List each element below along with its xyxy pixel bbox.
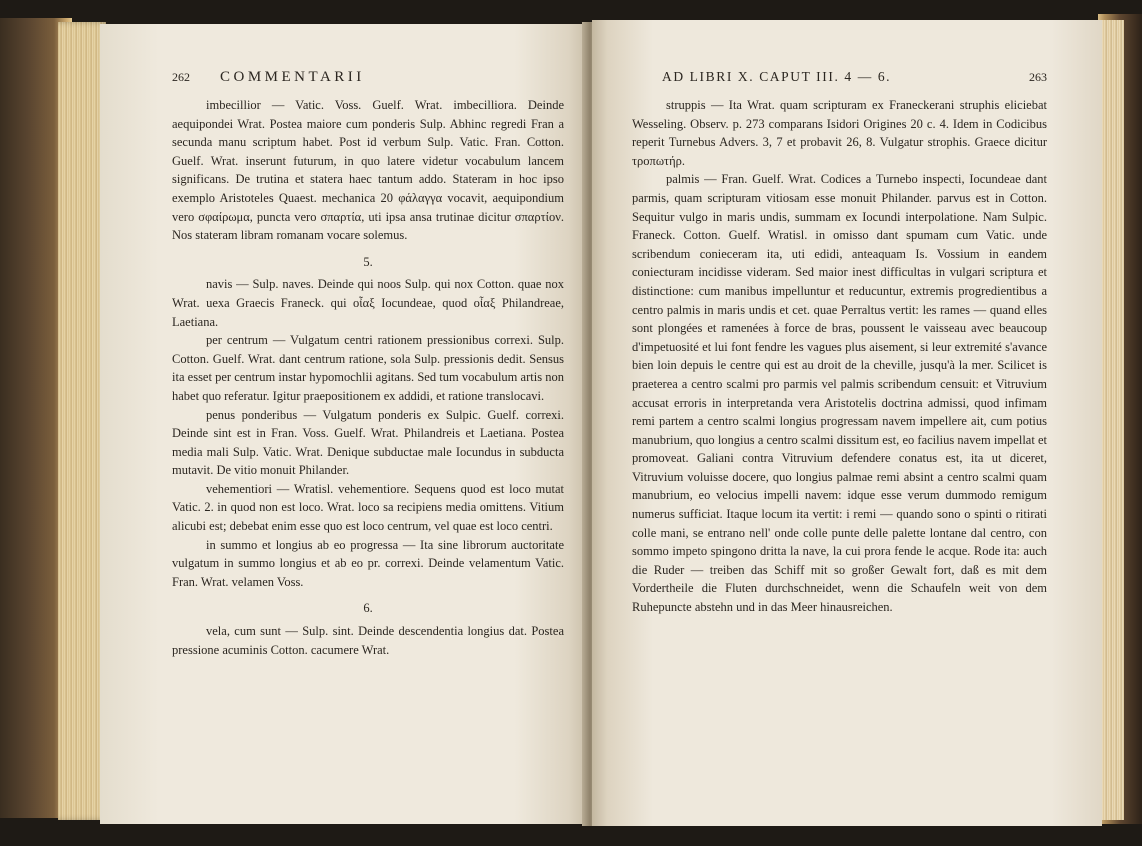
left-running-header xyxy=(172,68,564,90)
paragraph: vehementiori — Wratisl. vehementiore. Sequens quod est loco mutat Vatic. 2. in quod non est loco. Wrat. loco sa recipiens media omittens. Vitium alicubi est; debebat enim esse quo est loco centrum, vel quae est loco centri. xyxy=(172,481,564,534)
right-page-text xyxy=(632,68,1047,617)
paragraph: vela, cum sunt — Sulp. sint. Deinde descendentia longius dat. Postea pressione acuminis Cotton. cacumere Wrat. xyxy=(172,624,564,657)
right-running-header xyxy=(632,68,1047,90)
page-edges-left xyxy=(58,22,106,820)
right-page xyxy=(592,20,1102,826)
paragraph: struppis — Ita Wrat. quam scripturam ex Franeckerani struphis eliciebat Wesseling. Observ. p. 273 comparans Isidori Origines 20 c. 4. Idem in Codicibus reperit Turnebus Advers. 3, 7 et probavit 26, 8. Vulgatur strophis. Graece dicitur τροπωτήρ. xyxy=(632,98,1047,168)
paragraph: penus ponderibus — Vulgatum ponderis ex Sulpic. Guelf. correxi. Deinde sint est in Fran. Voss. Guelf. Wrat. Philandreis et Laetiana. Postea media mali Sulp. Vatic. Wrat. Denique subductae male Iocundus in subducta mutavit. De vitio monuit Philander. xyxy=(172,407,564,478)
left-page-number: 262 xyxy=(172,70,190,84)
paragraph: in summo et longius ab eo progressa — Ita sine librorum auctoritate vulgatum in summo longius et ab eo pr. correxi. Deinde velamentum Vatic. Fran. Wrat. velamen Voss. xyxy=(172,537,564,589)
left-running-head: COMMENTARII xyxy=(220,69,365,85)
section-number: 5. xyxy=(363,254,373,269)
paragraph: per centrum — Vulgatum centri rationem pressionibus correxi. Sulp. Cotton. Guelf. Wrat. dant centrum ratione, sola Sulp. pressionis dedit. Sensus ita esset per centrum instar hypomochlii agitans. Sed tum vocabulum artis non habet quo referatur. Igitur praepositionem ex addidi, et ratione translocavi. xyxy=(172,333,564,403)
right-page-number: 263 xyxy=(1029,70,1047,84)
section-number: 6. xyxy=(363,601,373,616)
paragraph: imbecillior — Vatic. Voss. Guelf. Wrat. imbecilliora. Deinde aequipondei Wrat. Postea maiore cum ponderis Sulp. Abhinc regredi Fran a secunda manu scriptum habet. Post id verbum Sulp. Vatic. Fran. Cotton. Guelf. Wrat. inserunt futurum, in quo latere videtur vocabulum lancem significans. De trutina et statera haec tantum addo. Stateram in hoc ipso exemplo Aristoteles Quaest. mechanica 20 φάλαγγα vocavit, aequipondium vero σφαίρωμα, puncta vero σπαρτία, uti ipsa ansa trutinae dicitur σπαρτίον. Nos stateram libram romanam vocare solemus. xyxy=(172,98,564,243)
right-running-head: AD LIBRI X. CAPUT III. 4 — 6. xyxy=(662,69,892,84)
left-page-text xyxy=(172,68,564,659)
paragraph: palmis — Fran. Guelf. Wrat. Codices a Turnebo inspecti, Iocundeae dant parmis, quam scripturam vitiosam esse monuit Philander. parvus est in Cotton. Sequitur vulgo in maris undis, summam ex Iocundi interpolatione. Nam Sulpic. Franeck. Cotton. Guelf. Wratisl. in omisso dant spumam cum Vatic. unde scribendum conieceram ita, uti edidi, anteaquam Is. Vossium in eandem coniecturam incidisse videram. Sed maior inest difficultas in vulgari scriptura et distinctione: cum manibus impelluntur et reducuntur, extremis progredientibus a centro palmis in maris undis et cet. quae Perraltus vertit: les rames — quand elles sont plongées et ramenées à force de bras, poussent le vaisseau avec beaucoup d'impetuosité et lui font fendre les vagues plus aisement, si leur extremité s'avance bien loin depuis le centre qui est au droit de la cheville, jusqu'à la mer. Scilicet is praeterea a centro scalmi pro parmis vel palmis scribendum censuit: et Vitruvium accusat erroris in interpretanda vera Aristotelis doctrina admissi, quod infimam remi partem a centro scalmi longius progressam navem impellere ait, cum potius manubrium, quo longius a centro scalmi dissitum est, eo facilius navem impellat et promoveat. Galiani contra Vitruvium defendere conatus est, ita ut diceret, Vitruvium voluisse docere, quo longius palmae remi absint a centro scalmi quam manubrium, eo velocius impelli navem: idque esse verum dummodo remigum numerus sufficiat. Itaque locum ita vertit: i remi — quando sono o spinti o ritirati colle mani, se entrano nell' onde colle punte delle palette lontane dal centro, con sommo impeto spingono dritta la nave, la cui prora fende le acque. Rode ita: auch die Ruder — treiben das Schiff mit so großer Gewalt fort, daß es mit dem Vordertheile die Fluten durchschneidet, wenn die Schaufeln weit von dem Ruhepuncte abstehn und in das Meer hinausreichen. xyxy=(632,172,1047,615)
paragraph: navis — Sulp. naves. Deinde qui noos Sulp. qui nox Cotton. quae nox Wrat. uexa Graecis Franeck. qui οἶαξ Iocundeae, quod οἶαξ Philandreae, Laetiana. xyxy=(172,277,564,329)
left-page xyxy=(100,24,588,824)
